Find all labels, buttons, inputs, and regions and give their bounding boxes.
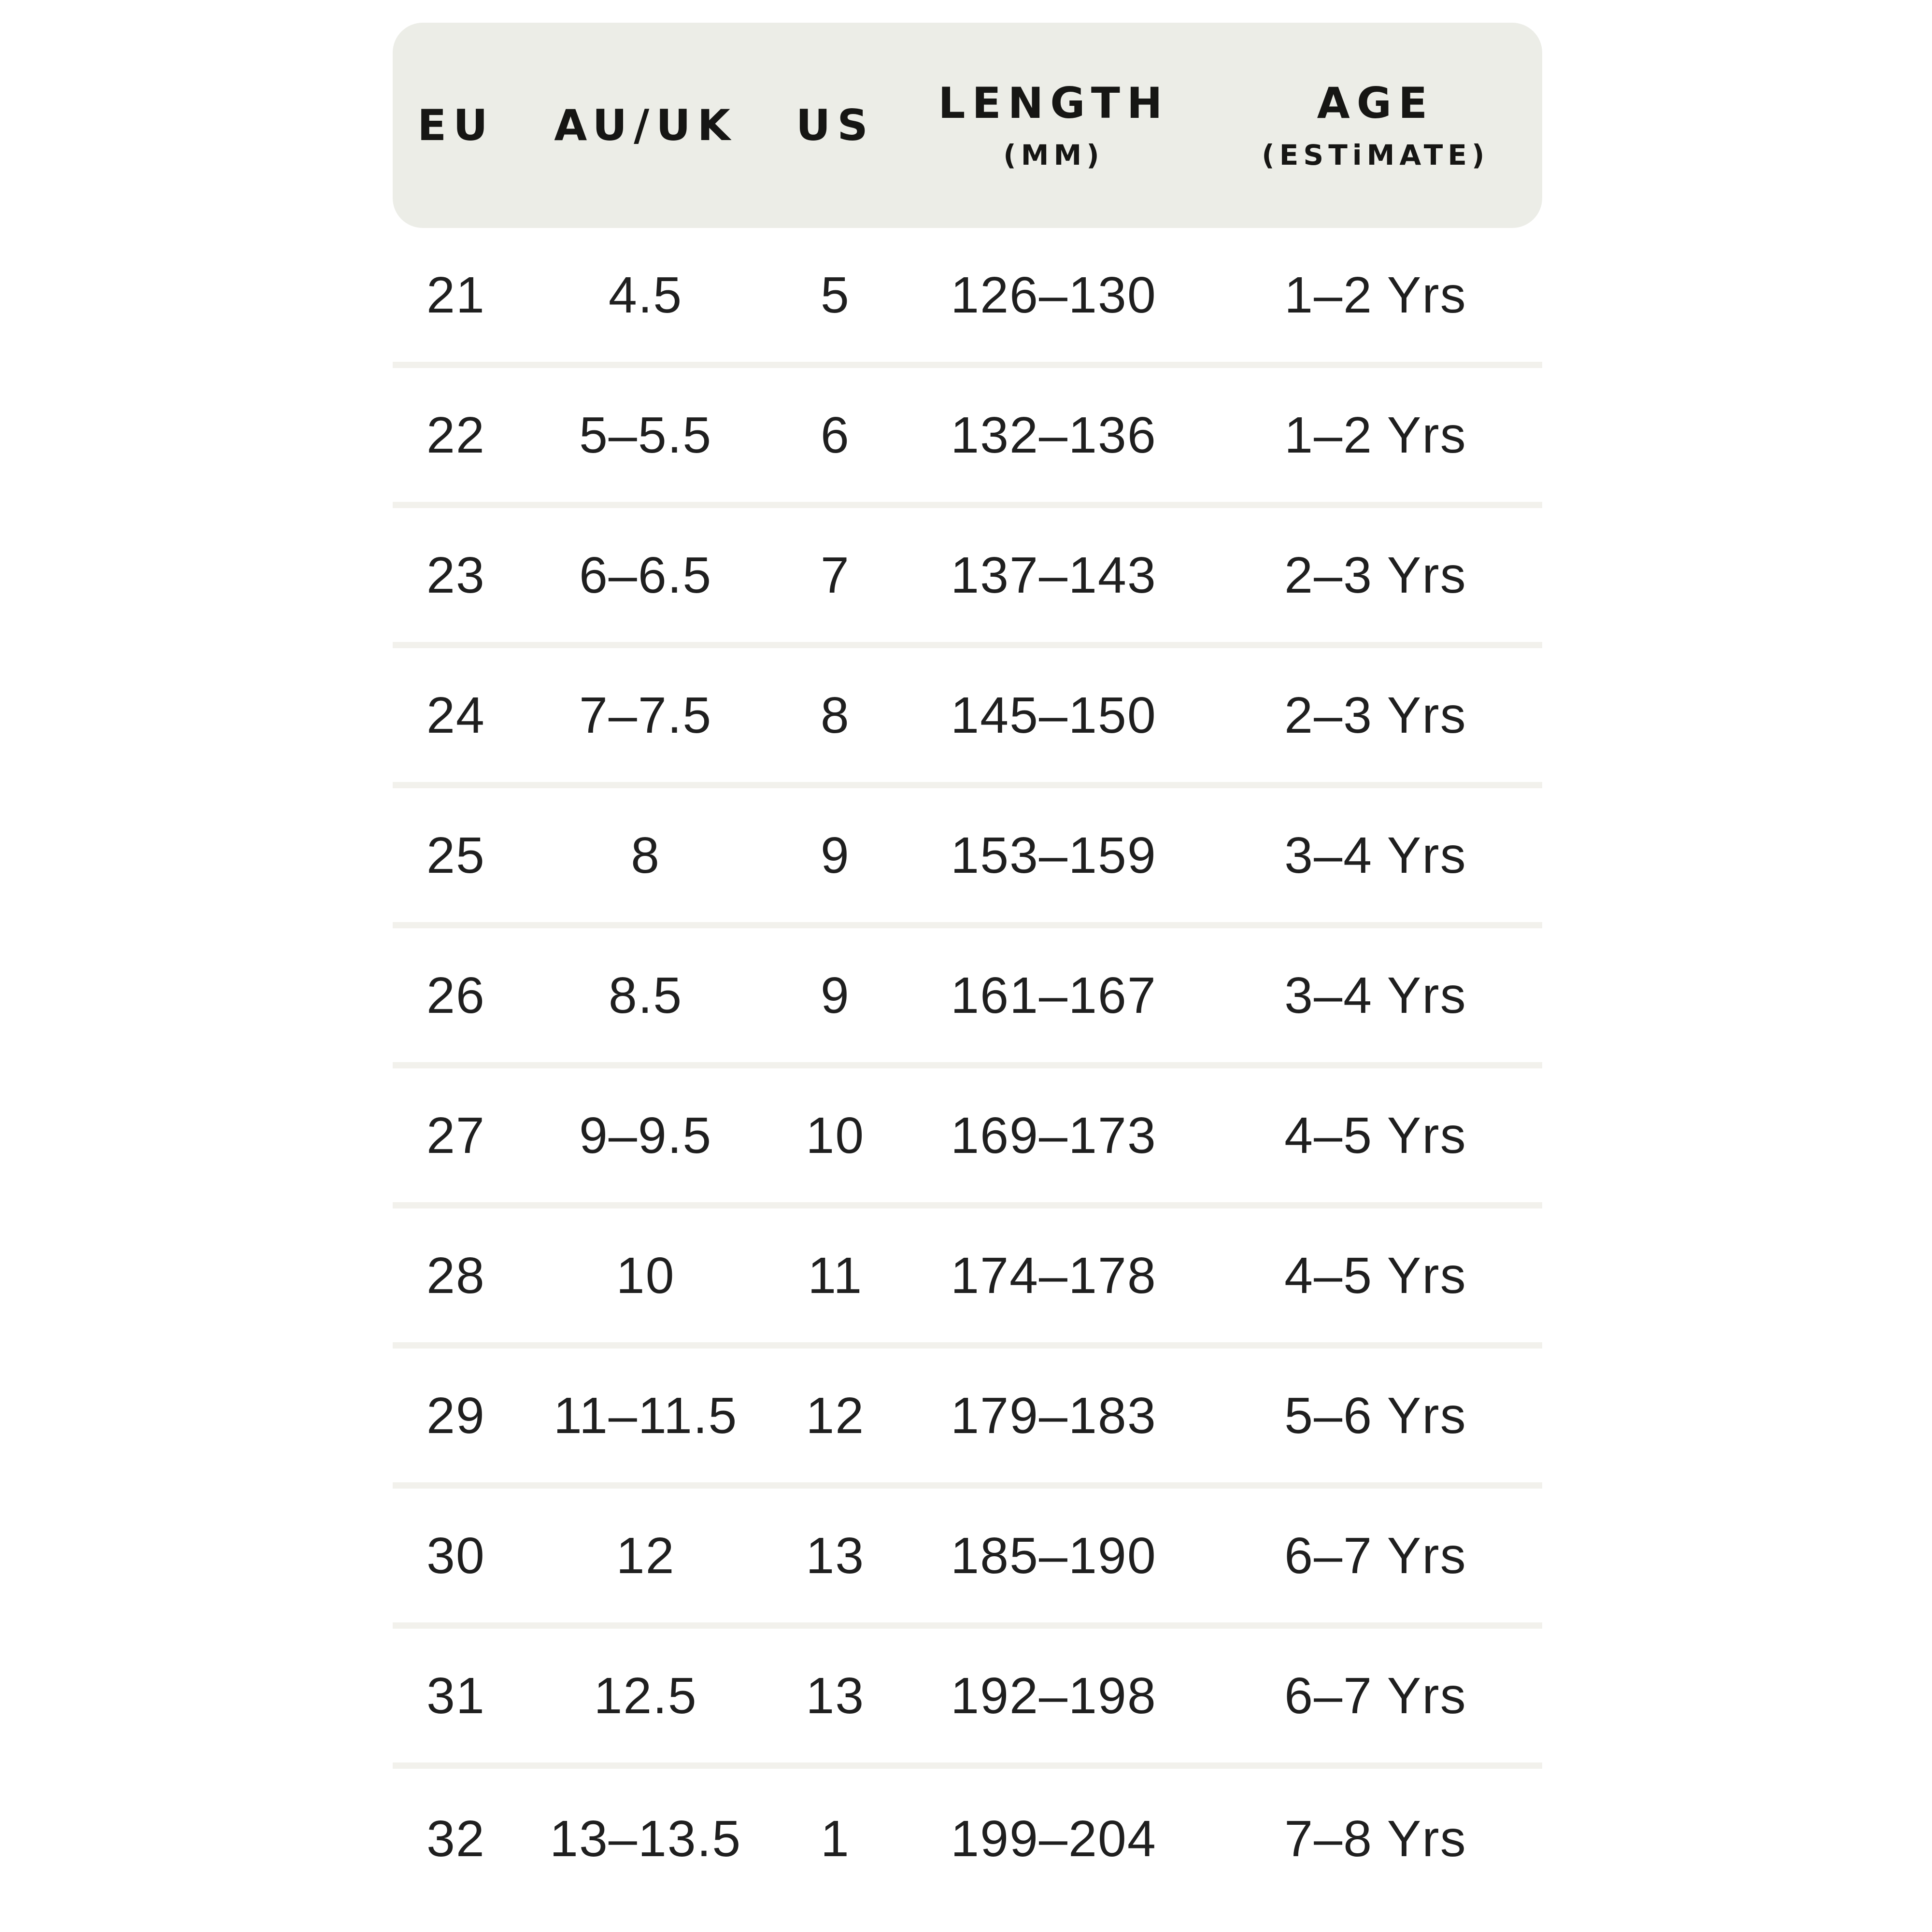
table-cell: 2–3 Yrs bbox=[1284, 686, 1467, 744]
table-cell: 22 bbox=[426, 406, 485, 464]
column-header-au-uk bbox=[519, 100, 772, 150]
table-cell: 1–2 Yrs bbox=[1284, 406, 1467, 464]
table-cell: 153–159 bbox=[951, 826, 1157, 884]
table-header bbox=[393, 23, 1542, 228]
column-header-label: AU/UK bbox=[554, 100, 737, 150]
column-header-age-estimate bbox=[1209, 78, 1542, 171]
table-cell: 137–143 bbox=[951, 546, 1157, 604]
table-row bbox=[393, 1208, 1542, 1349]
table-cell: 1–2 Yrs bbox=[1284, 266, 1467, 324]
table-cell: 4–5 Yrs bbox=[1284, 1107, 1467, 1164]
table-cell: 9–9.5 bbox=[579, 1107, 712, 1164]
table-cell: 6–7 Yrs bbox=[1284, 1667, 1467, 1724]
table-cell: 27 bbox=[426, 1107, 485, 1164]
table-row bbox=[393, 1769, 1542, 1909]
table-cell: 10 bbox=[616, 1247, 675, 1304]
table-cell: 4–5 Yrs bbox=[1284, 1247, 1467, 1304]
table-row bbox=[393, 1349, 1542, 1489]
table-cell: 6–6.5 bbox=[579, 546, 712, 604]
table-cell: 199–204 bbox=[951, 1810, 1157, 1867]
table-cell: 8.5 bbox=[608, 966, 683, 1024]
table-cell: 28 bbox=[426, 1247, 485, 1304]
table-cell: 132–136 bbox=[951, 406, 1157, 464]
table-cell: 32 bbox=[426, 1810, 485, 1867]
table-row bbox=[393, 1068, 1542, 1208]
table-cell: 25 bbox=[426, 826, 485, 884]
table-cell: 174–178 bbox=[951, 1247, 1157, 1304]
table-cell: 7–7.5 bbox=[579, 686, 712, 744]
table-cell: 12 bbox=[616, 1527, 675, 1584]
table-body bbox=[393, 228, 1542, 1909]
table-cell: 11–11.5 bbox=[553, 1387, 738, 1444]
column-header-sublabel: (ESTiMATE) bbox=[1262, 138, 1490, 171]
table-cell: 8 bbox=[820, 686, 850, 744]
column-header-us bbox=[772, 100, 898, 150]
table-row bbox=[393, 228, 1542, 368]
table-cell: 13 bbox=[806, 1527, 865, 1584]
table-cell: 31 bbox=[426, 1667, 485, 1724]
column-header-eu bbox=[393, 100, 519, 150]
table-cell: 4.5 bbox=[608, 266, 683, 324]
table-cell: 2–3 Yrs bbox=[1284, 546, 1467, 604]
table-cell: 185–190 bbox=[951, 1527, 1157, 1584]
column-header-label: EU bbox=[417, 100, 495, 150]
table-cell: 11 bbox=[808, 1247, 863, 1304]
table-cell: 23 bbox=[426, 546, 485, 604]
table-cell: 145–150 bbox=[951, 686, 1157, 744]
shoe-size-chart-table bbox=[393, 23, 1542, 1909]
table-cell: 5–6 Yrs bbox=[1284, 1387, 1467, 1444]
table-cell: 10 bbox=[806, 1107, 865, 1164]
table-cell: 12 bbox=[806, 1387, 865, 1444]
table-cell: 126–130 bbox=[951, 266, 1157, 324]
table-cell: 7–8 Yrs bbox=[1284, 1810, 1467, 1867]
table-row bbox=[393, 648, 1542, 788]
table-cell: 13 bbox=[806, 1667, 865, 1724]
column-header-length-mm bbox=[898, 78, 1209, 171]
table-cell: 161–167 bbox=[951, 966, 1157, 1024]
table-cell: 26 bbox=[426, 966, 485, 1024]
table-row bbox=[393, 1489, 1542, 1629]
table-cell: 179–183 bbox=[951, 1387, 1157, 1444]
table-cell: 192–198 bbox=[951, 1667, 1157, 1724]
table-row bbox=[393, 788, 1542, 928]
table-cell: 9 bbox=[820, 826, 850, 884]
table-cell: 5 bbox=[820, 266, 850, 324]
table-cell: 3–4 Yrs bbox=[1284, 826, 1467, 884]
table-cell: 169–173 bbox=[951, 1107, 1157, 1164]
table-cell: 24 bbox=[426, 686, 485, 744]
table-cell: 12.5 bbox=[594, 1667, 697, 1724]
column-header-label: AGE bbox=[1317, 78, 1435, 128]
column-header-label: LENGTH bbox=[938, 78, 1169, 128]
table-row bbox=[393, 368, 1542, 508]
table-cell: 6 bbox=[820, 406, 850, 464]
table-cell: 30 bbox=[426, 1527, 485, 1584]
table-cell: 5–5.5 bbox=[579, 406, 712, 464]
table-cell: 3–4 Yrs bbox=[1284, 966, 1467, 1024]
table-cell: 8 bbox=[631, 826, 661, 884]
table-cell: 1 bbox=[820, 1810, 850, 1867]
column-header-sublabel: (MM) bbox=[1003, 138, 1104, 171]
table-cell: 29 bbox=[426, 1387, 485, 1444]
column-header-label: US bbox=[796, 100, 875, 150]
table-cell: 13–13.5 bbox=[550, 1810, 742, 1867]
table-cell: 7 bbox=[820, 546, 850, 604]
table-row bbox=[393, 1629, 1542, 1769]
table-cell: 9 bbox=[820, 966, 850, 1024]
table-row bbox=[393, 928, 1542, 1068]
table-cell: 21 bbox=[426, 266, 485, 324]
table-cell: 6–7 Yrs bbox=[1284, 1527, 1467, 1584]
table-row bbox=[393, 508, 1542, 648]
